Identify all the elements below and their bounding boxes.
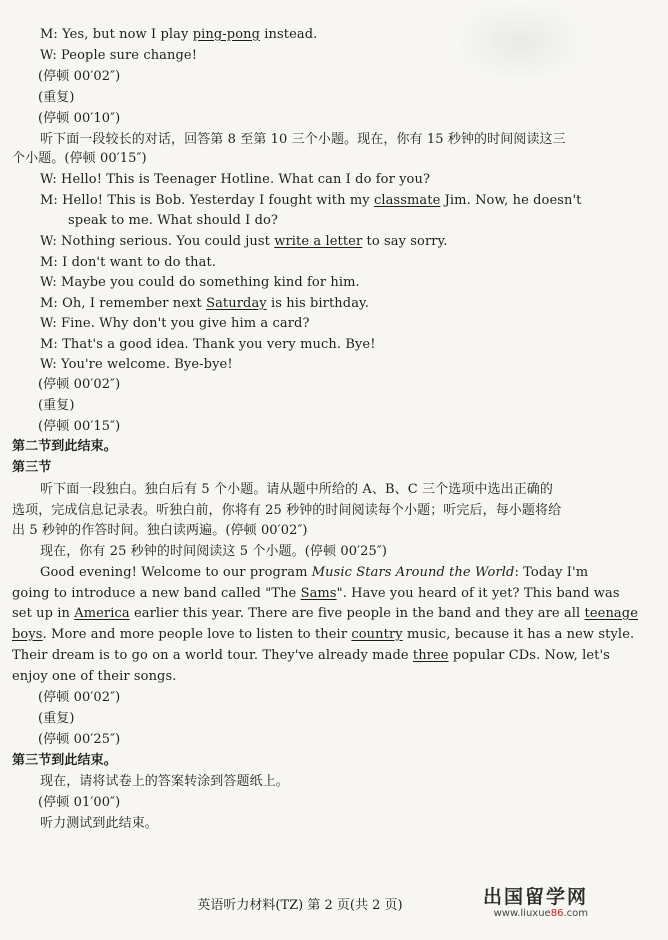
dialogue-line: W: Hello! This is Teenager Hotline. What can I do for you? — [40, 172, 431, 187]
watermark-title: 出国留学网 — [482, 886, 588, 908]
monologue-line: Good evening! Welcome to our program Music Stars Around the World: Today I'm — [40, 565, 589, 580]
pause-marker: (停顿 00′02″) — [38, 377, 121, 392]
pause-marker: (停顿 00′10″) — [38, 111, 121, 126]
monologue-line: Their dream is to go on a world tour. They've already made three popular CDs. Now, let's — [12, 648, 610, 663]
page-footer: 英语听力材料(TZ) 第 2 页(共 2 页) — [197, 898, 403, 913]
instruction-line: 个小题。(停顿 00′15″) — [12, 151, 147, 166]
pause-marker: (停顿 00′15″) — [38, 419, 121, 434]
dialogue-line: M: That's a good idea. Thank you very much. Bye! — [40, 337, 376, 352]
dialogue-line: W: You're welcome. Bye-bye! — [40, 357, 233, 372]
instruction-line: 听下面一段较长的对话，回答第 8 至第 10 三个小题。现在，你有 15 秒钟的时间阅读这三 — [40, 132, 566, 147]
instruction-line: 现在，你有 25 秒钟的时间阅读这 5 个小题。(停顿 00′25″) — [40, 544, 388, 559]
closing-line: 听力测试到此结束。 — [40, 816, 158, 831]
dialogue-line: W: Fine. Why don't you give him a card? — [40, 316, 310, 331]
section-end-heading: 第三节到此结束。 — [12, 753, 117, 768]
pause-marker: (停顿 00′02″) — [38, 69, 121, 84]
repeat-marker: (重复) — [38, 90, 75, 105]
section-heading: 第三节 — [12, 460, 52, 475]
watermark-url: www.liuxue86.com — [493, 908, 588, 919]
dialogue-line: M: Hello! This is Bob. Yesterday I fought with my classmate Jim. Now, he doesn't — [40, 193, 582, 208]
monologue-line: enjoy one of their songs. — [12, 669, 177, 684]
repeat-marker: (重复) — [38, 398, 75, 413]
section-end-heading: 第二节到此结束。 — [12, 439, 117, 454]
instruction-line: 出 5 秒钟的作答时间。独白读两遍。(停顿 00′02″) — [12, 523, 308, 538]
dialogue-line: M: Yes, but now I play ping-pong instead. — [40, 27, 318, 42]
dialogue-line: M: Oh, I remember next Saturday is his birthday. — [40, 296, 369, 311]
instruction-line: 听下面一段独白。独白后有 5 个小题。请从题中所给的 A、B、C 三个选项中选出正确的 — [40, 482, 553, 497]
instruction-line: 选项，完成信息记录表。听独白前，你将有 25 秒钟的时间阅读每个小题；听完后，每小题将给 — [12, 503, 562, 518]
monologue-line: set up in America earlier this year. There are five people in the band and they are all teenage — [12, 606, 638, 621]
dialogue-line: W: Maybe you could do something kind for him. — [40, 275, 360, 290]
pause-marker: (停顿 00′02″) — [38, 690, 121, 705]
monologue-line: going to introduce a new band called "The Sams". Have you heard of it yet? This band was — [12, 586, 620, 601]
dialogue-line: M: I don't want to do that. — [40, 255, 217, 270]
pause-marker: (停顿 01′00″) — [38, 795, 121, 810]
pause-marker: (停顿 00′25″) — [38, 732, 121, 747]
instruction-line: 现在，请将试卷上的答案转涂到答题纸上。 — [40, 774, 289, 789]
dialogue-line: W: Nothing serious. You could just write a letter to say sorry. — [40, 234, 448, 249]
monologue-line: boys. More and more people love to listen to their country music, because it has a new style. — [12, 627, 635, 642]
dialogue-line: speak to me. What should I do? — [68, 213, 278, 228]
dialogue-line: W: People sure change! — [40, 48, 198, 63]
repeat-marker: (重复) — [38, 711, 75, 726]
site-watermark — [483, 882, 588, 919]
